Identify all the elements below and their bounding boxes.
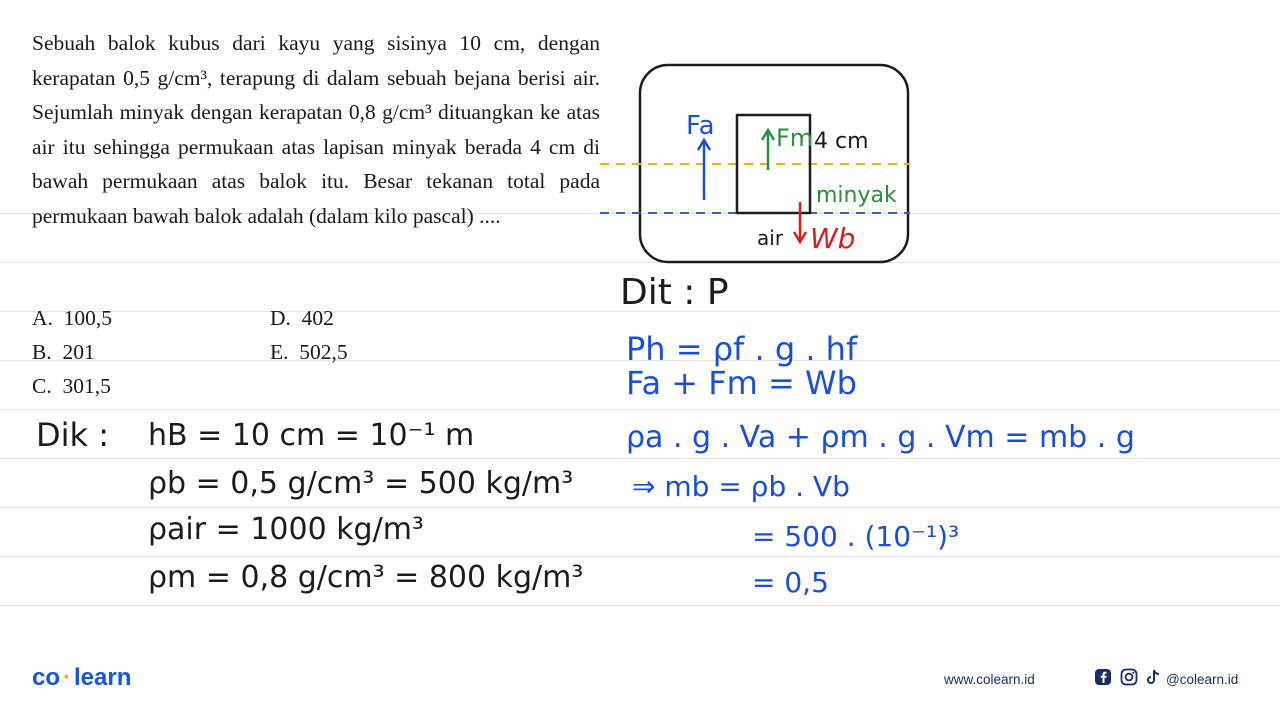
problem-statement: Sebuah balok kubus dari kayu yang sisinya 10 cm, dengan kerapatan 0,5 g/cm³, terapung di dalam sebuah bejana berisi air. Sejumlah minyak dengan kerapatan 0,8 g/cm³ dituangkan ke atas air itu sehingga permukaan atas lapisan minyak berada 4 cm di bawah permukaan atas balok itu. Besar tekanan total pada permukaan bawah balok adalah (dalam kilo pascal) .... [32,31,600,228]
option-letter: C. [32,374,52,398]
option-value: 402 [301,306,334,330]
website-link[interactable]: www.colearn.id [944,672,1035,687]
fm-label: Fm [776,124,814,152]
ruled-line [0,458,1280,459]
option-value: 201 [62,340,95,364]
asked-line-1: Ph = ρf . g . hf [626,330,858,368]
asked-line-5: = 500 . (10⁻¹)³ [752,520,960,553]
known-line-2: ρb = 0,5 g/cm³ = 500 kg/m³ [148,466,574,501]
logo-text-left: co [32,664,61,691]
facebook-icon[interactable] [1094,668,1112,686]
known-line-3: ρair = 1000 kg/m³ [148,512,424,547]
fa-label: Fa [686,111,715,141]
option-letter: A. [32,306,53,330]
option-d [270,306,334,331]
known-line-4: ρm = 0,8 g/cm³ = 800 kg/m³ [148,560,584,595]
ruled-line [0,556,1280,557]
option-e [270,340,348,365]
ruled-line [0,605,1280,606]
logo-text-right: learn [74,664,132,691]
instagram-icon[interactable] [1120,668,1138,686]
ruled-line [0,409,1280,410]
option-letter: B. [32,340,52,364]
asked-line-4: ⇒ mb = ρb . Vb [632,470,850,503]
water-label: air [757,226,784,250]
oil-label: minyak [816,183,897,208]
known-heading: Dik : [36,416,110,454]
colearn-logo [32,664,131,692]
weight-label: Wb [810,222,856,255]
option-value: 100,5 [63,306,113,330]
asked-line-6: = 0,5 [752,566,829,599]
option-value: 502,5 [299,340,348,364]
option-c [32,374,111,399]
option-letter: E. [270,340,289,364]
option-a [32,306,112,331]
height-label: 4 cm [814,129,869,154]
float-diagram [600,60,920,270]
tiktok-icon[interactable] [1144,668,1162,686]
option-letter: D. [270,306,291,330]
asked-line-2: Fa + Fm = Wb [626,364,857,402]
option-value: 301,5 [62,374,111,398]
asked-heading: Dit : P [620,272,729,313]
option-b [32,340,95,365]
ruled-line [0,507,1280,508]
social-handle[interactable]: @colearn.id [1166,672,1239,687]
known-line-1: hB = 10 cm = 10⁻¹ m [148,418,475,453]
asked-line-3: ρa . g . Va + ρm . g . Vm = mb . g [626,420,1135,455]
logo-dot: · [63,664,72,691]
